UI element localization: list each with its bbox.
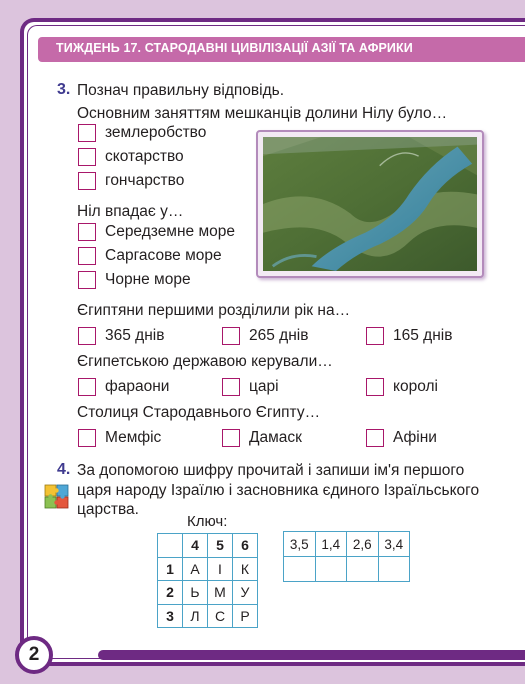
key-cell: І	[208, 557, 233, 581]
option-label: королі	[393, 378, 438, 395]
checkbox-tsars[interactable]	[222, 378, 240, 396]
option-label: Мемфіс	[105, 429, 162, 446]
option-label: Афіни	[393, 429, 437, 446]
page-title: ТИЖДЕНЬ 17. СТАРОДАВНІ ЦИВІЛІЗАЦІЇ АЗІЇ ТА АФРИКИ	[56, 41, 413, 55]
page-number: 2	[15, 636, 53, 674]
key-cell: А	[183, 557, 208, 581]
answer-input-row	[284, 557, 410, 582]
answer-input-cell[interactable]	[315, 557, 347, 582]
checkbox-sargasso-sea[interactable]	[78, 247, 96, 265]
task-4-text-line-3: царства.	[77, 501, 139, 518]
key-cell: Р	[233, 604, 258, 628]
key-row-header: 2	[158, 581, 183, 605]
task-4-text-line-1: За допомогою шифру прочитай і запиши ім'я першого	[77, 462, 465, 479]
key-cell: С	[208, 604, 233, 628]
option-label: Середземне море	[105, 223, 235, 240]
key-row	[158, 581, 258, 605]
question-3-text: Єгиптяни першими розділили рік на…	[77, 302, 351, 319]
key-row	[158, 557, 258, 581]
answer-code-cell: 1,4	[315, 532, 347, 557]
checkbox-265-days[interactable]	[222, 327, 240, 345]
answer-code-cell: 3,5	[284, 532, 316, 557]
checkbox-memphis[interactable]	[78, 429, 96, 447]
option-label: гончарство	[105, 172, 185, 189]
checkbox-farming[interactable]	[78, 124, 96, 142]
task-4-text-line-2: царя народу Ізраїлю і засновника єдиного Ізраїльського	[77, 482, 480, 499]
option-label: 365 днів	[105, 327, 165, 344]
key-col-header: 4	[183, 534, 208, 558]
key-col-header: 5	[208, 534, 233, 558]
question-5-text: Столиця Стародавнього Єгипту…	[77, 404, 321, 421]
checkbox-365-days[interactable]	[78, 327, 96, 345]
key-cell: У	[233, 581, 258, 605]
checkbox-pharaohs[interactable]	[78, 378, 96, 396]
puzzle-icon	[44, 484, 70, 510]
key-cell: Ь	[183, 581, 208, 605]
option-label: землеробство	[105, 124, 207, 141]
option-label: Дамаск	[249, 429, 302, 446]
checkbox-kings[interactable]	[366, 378, 384, 396]
answer-code-row	[284, 532, 410, 557]
option-label: Чорне море	[105, 271, 191, 288]
option-label: 265 днів	[249, 327, 309, 344]
checkbox-black-sea[interactable]	[78, 271, 96, 289]
answer-input-cell[interactable]	[347, 557, 379, 582]
key-header-row	[158, 534, 258, 558]
checkbox-damascus[interactable]	[222, 429, 240, 447]
key-cell: Л	[183, 604, 208, 628]
key-label: Ключ:	[187, 513, 228, 530]
answer-table	[283, 531, 410, 582]
question-2-text: Ніл впадає у…	[77, 203, 184, 220]
checkbox-165-days[interactable]	[366, 327, 384, 345]
question-1-text: Основним заняттям мешканців долини Нілу було…	[77, 105, 448, 122]
nile-aerial-photo	[256, 130, 484, 278]
checkbox-pottery[interactable]	[78, 172, 96, 190]
task-3-instruction: Познач правильну відповідь.	[77, 82, 285, 99]
checkbox-athens[interactable]	[366, 429, 384, 447]
question-4-text: Єгипетською державою керували…	[77, 353, 333, 370]
checkbox-cattle-breeding[interactable]	[78, 148, 96, 166]
key-cell: М	[208, 581, 233, 605]
nile-photo-image	[263, 137, 477, 271]
option-label: фараони	[105, 378, 170, 395]
option-label: царі	[249, 378, 279, 395]
key-corner-cell	[158, 534, 183, 558]
answer-code-cell: 2,6	[347, 532, 379, 557]
task-4-number: 4.	[57, 461, 71, 478]
key-row-header: 1	[158, 557, 183, 581]
checkbox-mediterranean-sea[interactable]	[78, 223, 96, 241]
cipher-key-table	[157, 533, 258, 628]
task-3-number: 3.	[57, 81, 71, 98]
bottom-decor-line	[110, 663, 525, 665]
answer-input-cell[interactable]	[284, 557, 316, 582]
answer-code-cell: 3,4	[378, 532, 410, 557]
option-label: скотарство	[105, 148, 184, 165]
answer-input-cell[interactable]	[378, 557, 410, 582]
key-row	[158, 604, 258, 628]
option-label: 165 днів	[393, 327, 453, 344]
bottom-decor-bar	[98, 650, 525, 660]
key-row-header: 3	[158, 604, 183, 628]
option-label: Саргасове море	[105, 247, 222, 264]
key-cell: К	[233, 557, 258, 581]
key-col-header: 6	[233, 534, 258, 558]
